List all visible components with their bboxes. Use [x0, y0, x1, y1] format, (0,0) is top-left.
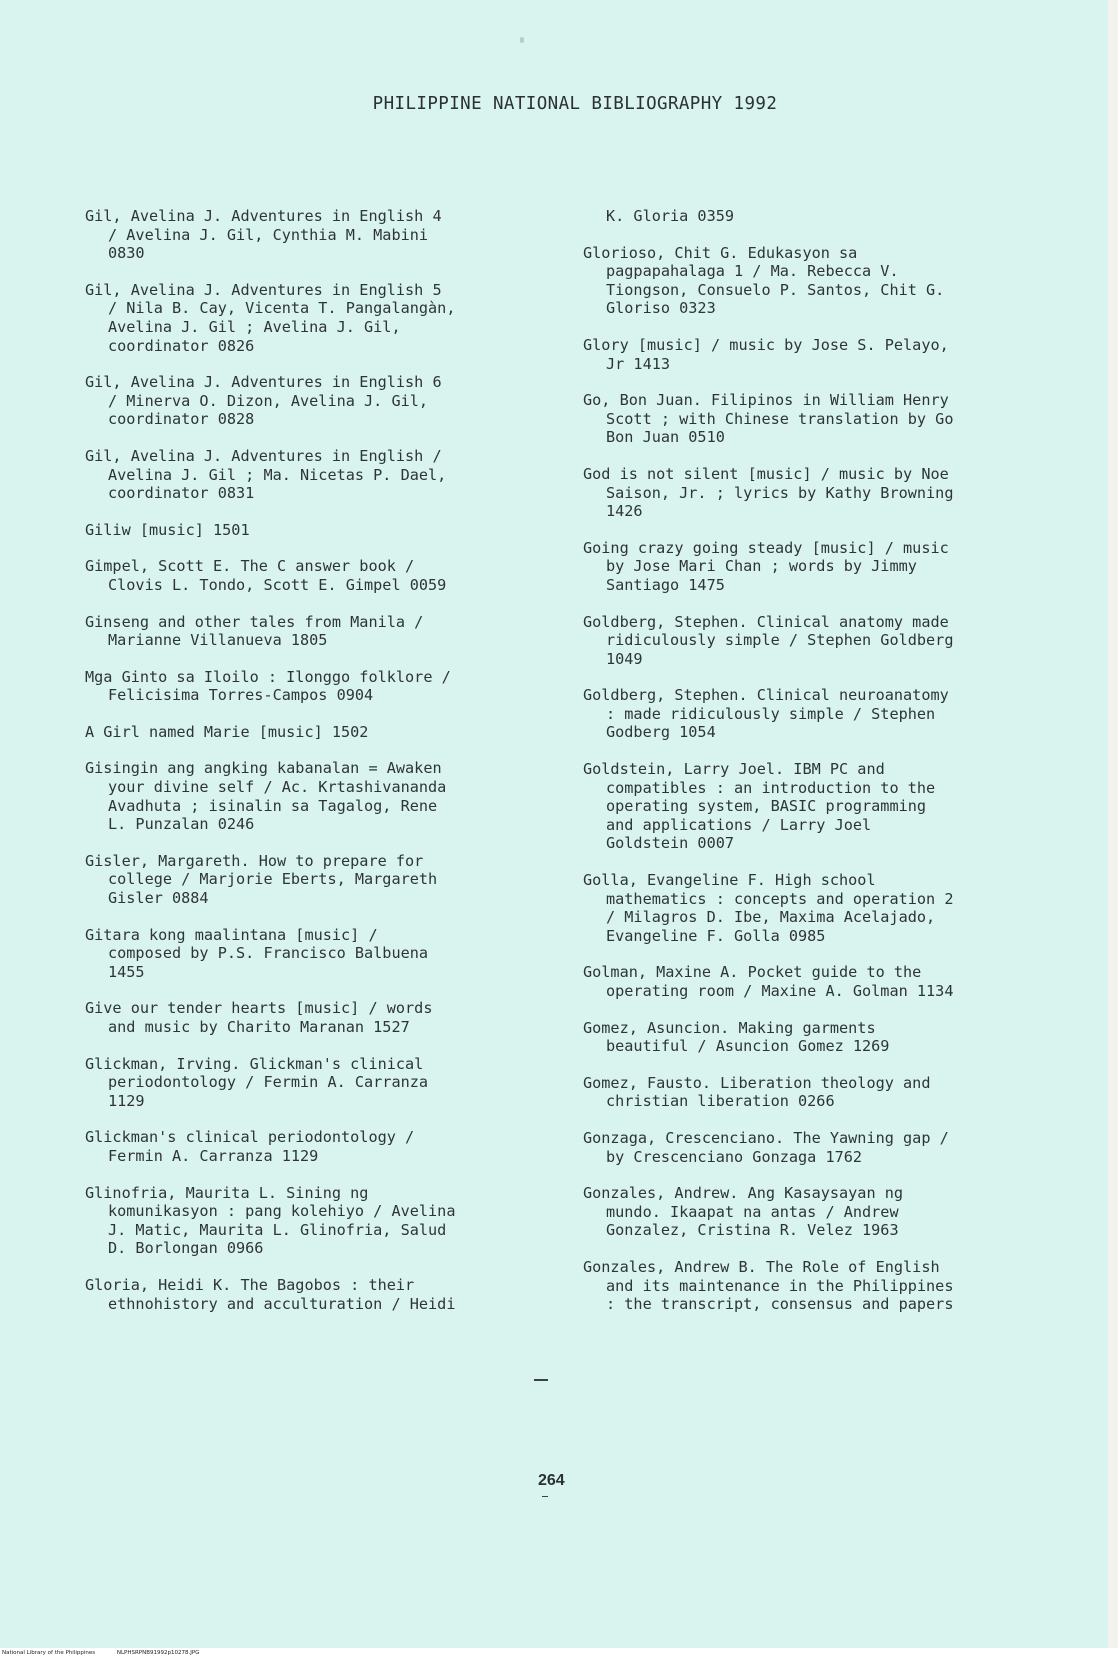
bibliography-entry: Gimpel, Scott E. The C answer book / Clovis L. Tondo, Scott E. Gimpel 0059: [85, 557, 447, 594]
bibliography-entry: Gitara kong maalintana [music] / composed by P.S. Francisco Balbuena 1455: [85, 925, 429, 981]
bibliography-entry-continuation: K. Gloria 0359: [606, 207, 735, 225]
bibliography-entry: Ginseng and other tales from Manila / Marianne Villanueva 1805: [85, 612, 424, 650]
footer-library: National Library of the Philippines: [2, 1650, 96, 1656]
bibliography-entry: Gil, Avelina J. Adventures in English 4 / Avelina J. Gil, Cynthia M. Mabini 0830: [85, 207, 442, 263]
bibliography-entry: A Girl named Marie [music] 1502: [85, 722, 369, 741]
bibliography-entry: Gonzales, Andrew B. The Role of English and its maintenance in the Philippines : the transcript, consensus and papers: [583, 1257, 954, 1314]
bibliography-entry: Goldberg, Stephen. Clinical anatomy made ridiculously simple / Stephen Goldberg 1049: [583, 612, 954, 668]
footer-file: NLPHSRPNB91992p10278.JPG: [116, 1650, 200, 1656]
bibliography-entry: Give our tender hearts [music] / words and music by Charito Maranan 1527: [85, 999, 433, 1036]
page-edge: [1108, 0, 1118, 1648]
bibliography-entry: Glory [music] / music by Jose S. Pelayo, Jr 1413: [583, 335, 949, 373]
bibliography-entry: Gonzales, Andrew. Ang Kasaysayan ng mundo. Ikaapat na antas / Andrew Gonzalez, Cristina R. Velez 1963: [583, 1184, 904, 1240]
bibliography-entry: Gloria, Heidi K. The Bagobos : their ethnohistory and acculturation / Heidi: [85, 1275, 456, 1313]
bibliography-entry: Gonzaga, Crescenciano. The Yawning gap / by Crescenciano Gonzaga 1762: [583, 1128, 949, 1166]
bibliography-entry: Golla, Evangeline F. High school mathematics : concepts and operation 2 / Milagros D. Ibe, Maxima Acelajado, Evangeline F. Golla 0985: [583, 871, 954, 945]
bibliography-entry: Glickman's clinical periodontology / Fermin A. Carranza 1129: [85, 1128, 415, 1165]
divider-dash: [542, 1496, 548, 1497]
bibliography-entry: Glickman, Irving. Glickman's clinical periodontology / Fermin A. Carranza 1129: [85, 1054, 429, 1110]
bibliography-entry: Gil, Avelina J. Adventures in English / Avelina J. Gil ; Ma. Nicetas P. Dael, coordinator 0831: [85, 446, 447, 503]
bibliography-entry: God is not silent [music] / music by Noe Saison, Jr. ; lyrics by Kathy Browning 1426: [583, 464, 954, 521]
bibliography-entry: Gisingin ang angking kabanalan = Awaken your divine self / Ac. Krtashivananda Avadhuta ; isinalin sa Tagalog, Rene L. Punzalan 0246: [85, 759, 447, 834]
scan-footer: [0, 1648, 1118, 1658]
bibliography-entry: Mga Ginto sa Iloilo : Ilonggo folklore / Felicisima Torres-Campos 0904: [85, 667, 451, 705]
bibliography-entry: Go, Bon Juan. Filipinos in William Henry Scott ; with Chinese translation by Go Bon Juan 0510: [583, 391, 954, 447]
bibliography-entry: Gomez, Fausto. Liberation theology and christian liberation 0266: [583, 1073, 931, 1111]
bibliography-entry: Glorioso, Chit G. Edukasyon sa pagpapahalaga 1 / Ma. Rebecca V. Tiongson, Consuelo P. Santos, Chit G. Gloriso 0323: [583, 243, 945, 318]
bibliography-entry: Glinofria, Maurita L. Sining ng komunikasyon : pang kolehiyo / Avelina J. Matic, Maurita L. Glinofria, Salud D. Borlongan 0966: [85, 1183, 456, 1258]
bibliography-entry: Going crazy going steady [music] / music by Jose Mari Chan ; words by Jimmy Santiago 1475: [583, 538, 949, 594]
bibliography-entry: Goldstein, Larry Joel. IBM PC and compatibles : an introduction to the operating system, BASIC programming and applications / Larry Joel Goldstein 0007: [583, 760, 936, 853]
right-column: [583, 207, 1053, 1332]
scan-speck: [520, 37, 524, 43]
page-title: PHILIPPINE NATIONAL BIBLIOGRAPHY 1992: [372, 94, 778, 114]
left-column: [85, 207, 555, 1331]
page-number: 264: [538, 1472, 565, 1489]
bibliography-entry: Gisler, Margareth. How to prepare for college / Marjorie Eberts, Margareth Gisler 0884: [85, 851, 438, 908]
bibliography-entry: Gil, Avelina J. Adventures in English 5 / Nila B. Cay, Vicenta T. Pangalangàn, Avelina J. Gil ; Avelina J. Gil, coordinator 0826: [85, 280, 456, 355]
bibliography-entry: Giliw [music] 1501: [85, 520, 250, 539]
divider-dash: [534, 1379, 548, 1381]
bibliography-entry: Goldberg, Stephen. Clinical neuroanatomy : made ridiculously simple / Stephen Godberg 1054: [583, 686, 949, 742]
bibliography-entry: Golman, Maxine A. Pocket guide to the operating room / Maxine A. Golman 1134: [583, 963, 954, 1000]
bibliography-entry: Gil, Avelina J. Adventures in English 6 / Minerva O. Dizon, Avelina J. Gil, coordinator 0828: [85, 373, 442, 429]
bibliography-entry: Gomez, Asuncion. Making garments beautiful / Asuncion Gomez 1269: [583, 1018, 890, 1056]
